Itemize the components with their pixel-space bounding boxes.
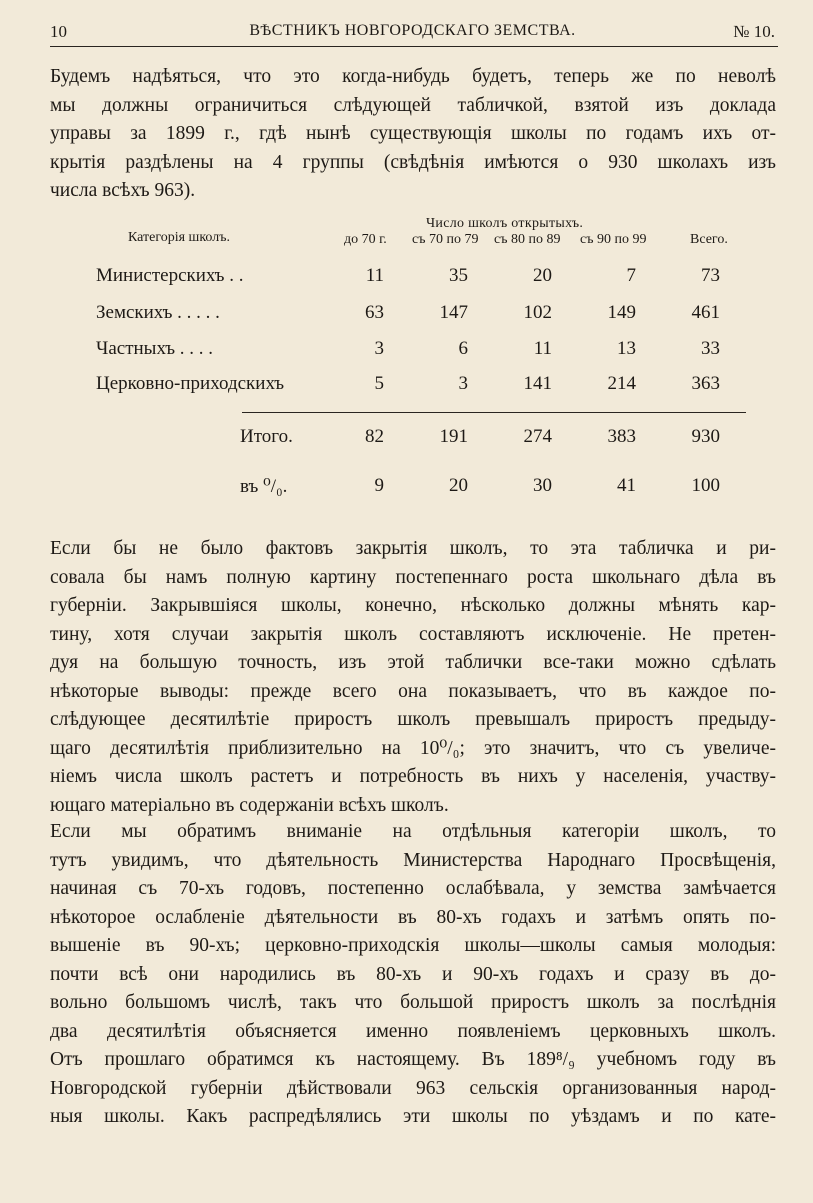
total-rule [242, 412, 746, 413]
table-cell: 3 [374, 338, 384, 359]
text-line: Если бы не было фактовъ закрытія школъ, то эта табличка и ри- [50, 538, 776, 559]
text-line: губерніи. Закрывшіяся школы, конечно, нѣсколько должны мѣнять кар- [50, 595, 776, 616]
table-cell: 82 [365, 426, 384, 447]
percent-label: въ ⁰/₀. [240, 476, 288, 497]
table-row [50, 373, 776, 403]
body-paragraph-2 [50, 535, 776, 820]
issue-number: № 10. [733, 22, 775, 41]
text-line: начиная съ 70-хъ годовъ, постепенно ослабѣвала, у земства замѣчается [50, 878, 776, 899]
text-line: щаго десятилѣтія приблизительно на 10⁰/₀; это значитъ, что съ увеличе- [50, 737, 776, 759]
table-cell: 274 [523, 426, 552, 447]
text-line: управы за 1899 г., гдѣ нынѣ существующія школы по годамъ ихъ от- [50, 123, 776, 144]
table-cell: 191 [439, 426, 468, 447]
running-header [50, 22, 775, 48]
text-line: вышеніе въ 90-хъ; церковно-приходскія школы—школы самыя молодыя: [50, 935, 776, 956]
column-header: съ 70 по 79 [412, 232, 479, 247]
table-cell: 5 [374, 373, 384, 394]
text-line: Если мы обратимъ вниманіе на отдѣльныя категоріи школъ, то [50, 821, 776, 842]
text-line: ныя школы. Какъ распредѣлялись эти школы по уѣздамъ и по кате- [50, 1106, 776, 1127]
column-header: Всего. [690, 232, 728, 247]
text-line: крытія раздѣлены на 4 группы (свѣдѣнія имѣются о 930 школахъ изъ [50, 151, 776, 173]
table-cell: 30 [533, 475, 552, 496]
column-header: до 70 г. [344, 232, 387, 247]
table-cell: 63 [365, 302, 384, 323]
opened-schools-header: Число школъ открытыхъ. [426, 216, 584, 231]
table-cell: 3 [458, 373, 468, 394]
column-header: съ 80 по 89 [494, 232, 561, 247]
text-line: слѣдующее десятилѣтіе приростъ школъ превышалъ приростъ предыду- [50, 709, 776, 730]
table-cell: 141 [523, 373, 552, 394]
table-cell: 149 [607, 302, 636, 323]
text-line: совала бы намъ полную картину постепеннаго роста школьнаго дѣла въ [50, 566, 776, 588]
text-line: тину, хотя случаи закрытія школъ составляютъ исключеніе. Не претен- [50, 623, 776, 645]
page-number: 10 [50, 22, 67, 41]
table-cell: 11 [365, 265, 384, 286]
table-cell: 20 [533, 265, 552, 286]
total-label: Итого. [240, 426, 293, 447]
body-paragraph-3 [50, 818, 776, 1132]
table-cell: 13 [617, 338, 636, 359]
text-line: Отъ прошлаго обратимся къ настоящему. Въ 189⁸/₉ учебномъ году въ [50, 1049, 776, 1070]
text-line: нѣкоторые выводы: прежде всего она показываетъ, что въ каждое по- [50, 680, 776, 702]
total-row [50, 426, 776, 456]
table-row [50, 265, 776, 295]
column-header: съ 90 по 99 [580, 232, 647, 247]
text-line: ющаго матеріально въ содержаніи всѣхъ школъ. [50, 794, 449, 816]
text-line: тутъ увидимъ, что дѣятельность Министерства Народнаго Просвѣщенія, [50, 849, 776, 871]
category-column-header: Категорія школъ. [128, 230, 230, 245]
text-line: почти всѣ они народились въ 80-хъ и 90-хъ годахъ и сразу въ до- [50, 963, 776, 985]
journal-title: ВѢСТНИКЪ НОВГОРОДСКАГО ЗЕМСТВА. [249, 22, 576, 39]
header-rule [50, 46, 778, 47]
table-row [50, 338, 776, 368]
table-cell: 33 [701, 338, 720, 359]
text-line: мы должны ограничиться слѣдующей табличкой, взятой изъ доклада [50, 94, 776, 116]
row-label: Церковно-приходскихъ [96, 373, 285, 394]
text-line: дуя на большую точность, изъ этой таблички все-таки можно сдѣлать [50, 652, 776, 673]
table-cell: 100 [691, 475, 720, 496]
text-line: нѣкоторое ослабленіе дѣятельности въ 80-хъ годахъ и затѣмъ опять по- [50, 906, 776, 928]
text-line: два десятилѣтія объясняется именно появленіемъ церковныхъ школъ. [50, 1020, 776, 1042]
table-cell: 383 [607, 426, 636, 447]
table-cell: 363 [691, 373, 720, 394]
table-cell: 9 [374, 475, 384, 496]
table-cell: 930 [691, 426, 720, 447]
table-cell: 73 [701, 265, 720, 286]
table-cell: 41 [617, 475, 636, 496]
table-cell: 20 [449, 475, 468, 496]
row-label: Земскихъ . . . . . [96, 302, 220, 323]
table-cell: 6 [458, 338, 468, 359]
text-line: вольно большомъ числѣ, такъ что большой приростъ школъ за послѣднія [50, 992, 776, 1013]
percent-row [50, 475, 776, 505]
table-cell: 214 [607, 373, 636, 394]
table-cell: 461 [691, 302, 720, 323]
row-label: Министерскихъ . . [96, 265, 244, 286]
text-line: Будемъ надѣяться, что это когда-нибудь будетъ, теперь же по неволѣ [50, 66, 776, 87]
table-row [50, 302, 776, 332]
text-line: Новгородской губерніи дѣйствовали 963 сельскія организованныя народ- [50, 1077, 776, 1099]
table-cell: 11 [533, 338, 552, 359]
table-cell: 7 [626, 265, 636, 286]
table-cell: 35 [449, 265, 468, 286]
text-line: числа всѣхъ 963). [50, 180, 196, 201]
intro-paragraph [50, 63, 776, 206]
text-line: ніемъ числа школъ растетъ и потребность въ нихъ у населенія, участву- [50, 766, 776, 787]
row-label: Частныхъ . . . . [96, 338, 214, 359]
schools-table [50, 210, 776, 515]
table-cell: 147 [439, 302, 468, 323]
table-cell: 102 [523, 302, 552, 323]
